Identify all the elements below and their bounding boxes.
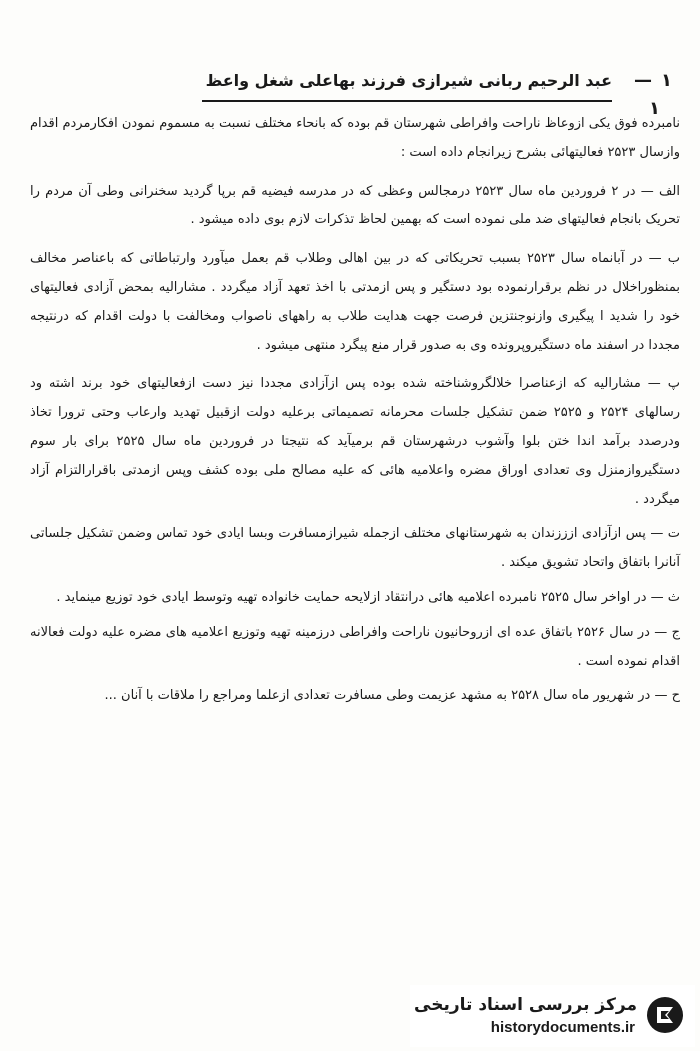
paragraph-se: ث — در اواخر سال ۲۵۲۵ نامبرده اعلامیه هائی درانتقاد ازلایحه حمایت خانواده تهیه وتوسط ایادی خود توزیع مینماید . bbox=[56, 589, 680, 605]
paragraph-he: ح — در شهریور ماه سال ۲۵۲۸ به مشهد عزیمت وطی مسافرت تعدادی ازعلما ومراجع را ملاقات با آنان ... bbox=[104, 688, 680, 704]
document-header bbox=[202, 70, 672, 106]
paragraph-be: ب — در آبانماه سال ۲۵۲۳ بسبب تحریکاتی که در بین اهالی وطلاب قم بعمل میآورد وارتباطاتی که باعناصر مخالف بمنظوراخلال در نظم برقرارنموده بود دستگیر و پس ازمدتی با اخذ تعهد آزاد میگردد . مشارالیه بمحض آزادی فعالیتهای خود را شدید ا پیگیری وازنوجنتزین فرصت جهت هدایت طلاب به راههای ناصواب ومخالفت با دولت اقدام که درنتیجه مجددا در اسفند ماه دستگیروپرونده وی به صدور قرار منع پیگرد منتهی میشود . bbox=[30, 251, 680, 353]
paragraph-intro: نامبرده فوق یکی ازوعاظ ناراحت وافراطی شهرستان قم بوده که بانحاء مختلف نسبت به مسموم نمودن افکارمردم اقدام وازسال ۲۵۲۳ فعالیتهائی بشرح زیرانجام داده است : bbox=[30, 116, 680, 160]
watermark-title: مرکز بررسی اسناد تاریخی bbox=[414, 995, 637, 1015]
archive-watermark bbox=[410, 985, 695, 1047]
paragraph-te: ت — پس ازآزادی ازززندان به شهرستانهای مختلف ازجمله شیرازمسافرت وبسا ایادی خود تماس وضمن تشکیل جلساتی آنانرا باتفاق واتحاد تشویق میکند . bbox=[30, 526, 680, 571]
document-title: عبد الرحیم ربانی شیرازی فرزند بهاعلی شغل واعظ bbox=[205, 71, 612, 90]
page-marker: ۱ bbox=[649, 98, 660, 119]
paragraph-jim: ج — در سال ۲۵۲۶ باتفاق عده ای ازروحانیون ناراحت وافراطی درزمینه تهیه وتوزیع اعلامیه های مضره علیه دولت فعالانه اقدام نموده است . bbox=[30, 624, 680, 669]
history-documents-logo bbox=[645, 995, 685, 1035]
paragraph-pe: پ — مشارالیه که ازعناصرا خلالگروشناخته شده بوده پس ازآزادی مجددا نیز دست ازفعالیتهای خود برند اشته ود رسالهای ۲۵۲۴ و ۲۵۲۵ ضمن تشکیل جلسات محرمانه تصمیماتی برعلیه دولت ازقبیل تهدید وارعاب وحتی ترورا تخاذ ودرصدد برآمد اندا ختن بلوا وآشوب درشهرستان قم برمیآید که نتیجتا در فروردین ماه سال ۲۵۲۵ برای بار سوم دستگیروازمنزل وی تعدادی اوراق مضره واعلامیه هائی که علیه مصالح ملی بوده کشف وپس ازمدتی باقرارالتزام آزاد میگردد . bbox=[30, 376, 680, 507]
item-dash: — bbox=[634, 70, 652, 91]
title-underline bbox=[202, 100, 612, 102]
document-body bbox=[30, 110, 680, 1010]
paragraph-alef: الف — در ۲ فروردین ماه سال ۲۵۲۳ درمجالس وعظی که در مدرسه فیضیه قم برپا گردید سخنرانی وطی آن مردم را تحریک بانجام فعالیتهای ضد ملی نموده است که بهمین لحاظ تذکرات لازم بوی داده میشود . bbox=[30, 183, 680, 228]
item-number: ۱ bbox=[661, 70, 672, 91]
watermark-url: historydocuments.ir bbox=[490, 1019, 635, 1036]
